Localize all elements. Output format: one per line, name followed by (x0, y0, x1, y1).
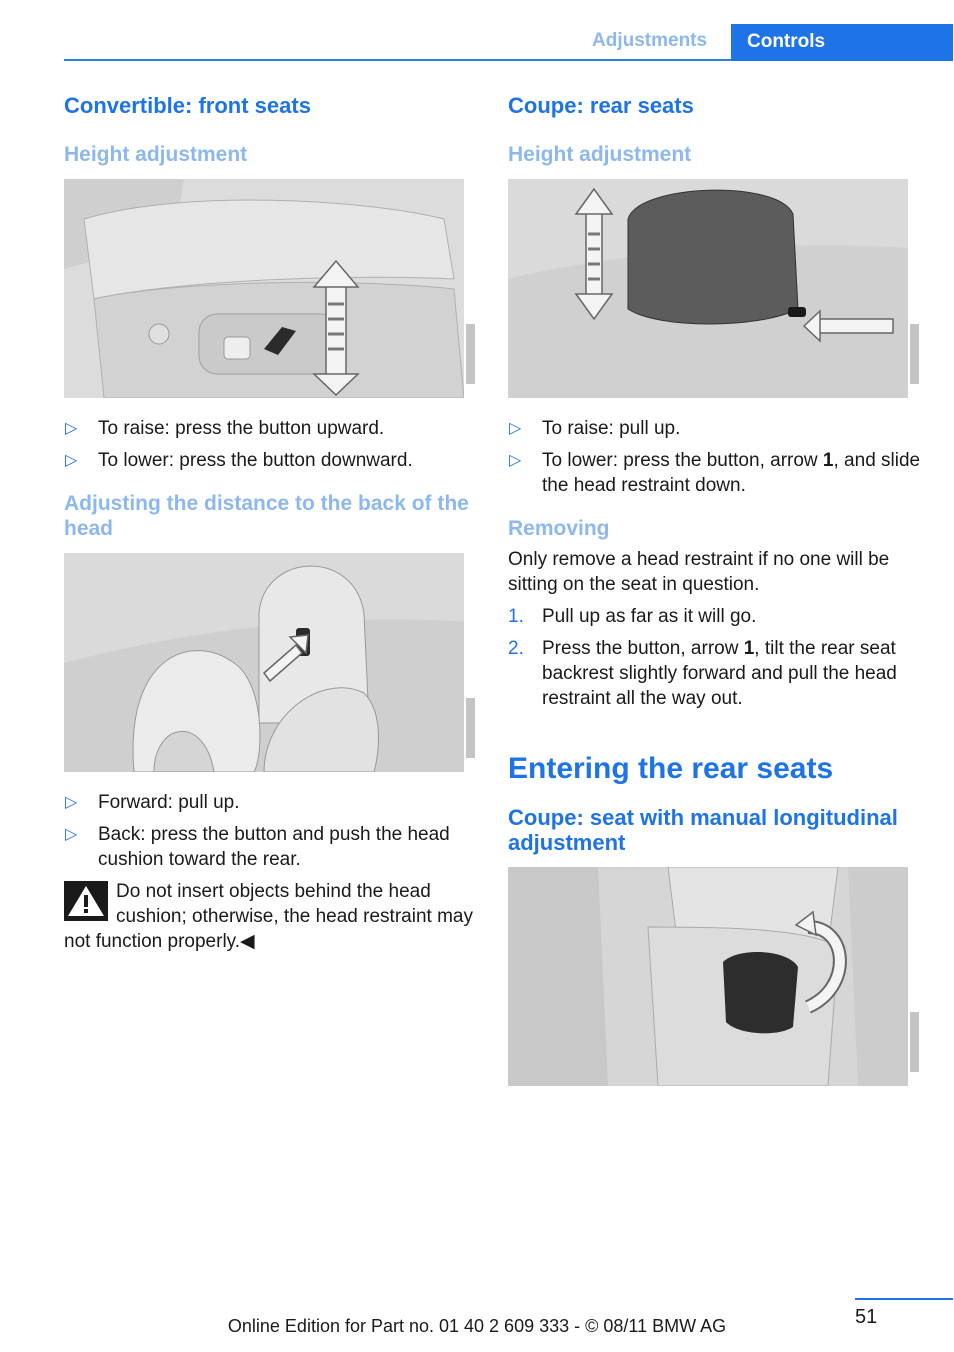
figure-code-strip (908, 179, 922, 398)
figure-code-strip (464, 553, 478, 772)
footer-edition: Online Edition for Part no. 01 40 2 609 333 - © 08/11 BMW AG (227, 1316, 727, 1336)
warning-notice (64, 879, 482, 954)
warning-text: Do not insert objects behind the head cushion; otherwise, the head restraint may not function properly. (64, 881, 473, 952)
removing-intro: Only remove a head restraint if no one will be sitting on the seat in question. (508, 549, 890, 595)
list-item: 1. Pull up as far as it will go. (508, 606, 757, 627)
list-item: ▷ To lower: press the button, arrow 1, and slide the head restraint down. (509, 450, 921, 496)
head-distance-illustration (64, 553, 478, 772)
step-number: 2. (508, 638, 524, 659)
removing-steps (508, 604, 926, 711)
bullet-triangle-icon: ▷ (65, 452, 78, 469)
list-item: ▷ To raise: pull up. (509, 418, 681, 439)
left-column (64, 92, 482, 954)
figure-code-strip (908, 867, 922, 1086)
coupe-manual-adjustment-heading: Coupe: seat with manual longitudinal adjustment (508, 805, 898, 855)
bullet-triangle-icon: ▷ (65, 826, 78, 843)
page-number: 51 (855, 1306, 878, 1328)
seat-longitudinal-illustration (508, 867, 922, 1086)
header-rule (64, 59, 731, 61)
list-item: ▷ Forward: pull up. (65, 792, 240, 813)
entering-rear-seats-heading: Entering the rear seats (508, 752, 834, 785)
bullet-triangle-icon: ▷ (65, 794, 78, 811)
distance-adjustment-list (64, 790, 482, 872)
section-tab-adjustments[interactable]: Adjustments (592, 30, 708, 51)
rear-height-adjustment-heading: Height adjustment (508, 143, 692, 166)
coupe-rear-seats-heading: Coupe: rear seats (508, 93, 694, 118)
bullet-triangle-icon: ▷ (509, 420, 522, 437)
seat-height-illustration (64, 179, 478, 398)
warning-triangle-icon (64, 881, 108, 921)
figure-code-strip (464, 179, 478, 398)
chapter-tab-controls[interactable]: Controls (731, 24, 953, 61)
convertible-front-seats-heading: Convertible: front seats (64, 93, 311, 118)
list-item: ▷ To raise: press the button upward. (65, 418, 385, 439)
height-adjustment-heading: Height adjustment (64, 143, 248, 166)
distance-adjustment-heading: Adjusting the distance to the back of the head (64, 492, 469, 540)
rear-height-list (508, 416, 926, 498)
list-item: ▷ To lower: press the button downward. (65, 450, 413, 471)
rear-head-restraint-illustration (508, 179, 922, 398)
removing-heading: Removing (508, 517, 610, 540)
right-column (508, 92, 926, 1086)
end-marker-icon: ◀ (240, 931, 255, 952)
step-number: 1. (508, 606, 524, 627)
bullet-triangle-icon: ▷ (65, 420, 78, 437)
bullet-triangle-icon: ▷ (509, 452, 522, 469)
list-item: 2. Press the button, arrow 1, tilt the rear seat backrest slightly forward and pull the head restraint all the way out. (508, 638, 897, 709)
list-item: ▷ Back: press the button and push the head cushion toward the rear. (65, 824, 450, 870)
height-adjustment-list (64, 416, 482, 473)
footer-rule (855, 1298, 953, 1300)
